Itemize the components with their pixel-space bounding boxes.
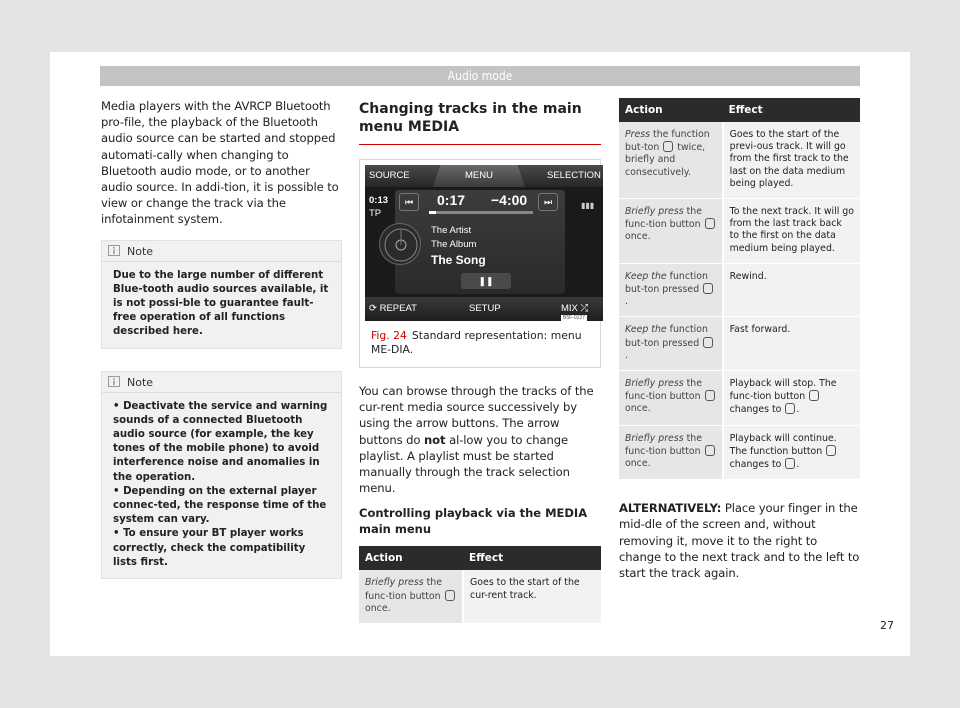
prev-button-icon: [703, 283, 713, 294]
note-header: [102, 241, 341, 262]
note-bullets: [102, 393, 341, 578]
pause-button-icon: [785, 458, 795, 469]
remaining-time: −4:00: [491, 192, 528, 208]
btn-repeat[interactable]: ⟳ REPEAT: [369, 303, 417, 314]
play-button-icon: [826, 445, 836, 456]
figure-24: [359, 159, 601, 368]
col-header-effect: Effect: [723, 98, 860, 122]
prev-button-icon: [663, 141, 673, 152]
note-bullet: • Depending on the external player connec-ted, the response time of the system can vary.: [113, 485, 327, 526]
note-label: Note: [127, 375, 154, 389]
intro-paragraph: Media players with the AVRCP Bluetooth pro-file, the playback of the Bluetooth audio source can be started and stopped automati-cally when changing to Bluetooth audio mode, or to another audio source. In addi-tion, it is possible to view or change the track via the infotainment system.: [101, 99, 339, 227]
table-row: Briefly press the func-tion button once. Playback will stop. The func-tion button changes to .: [619, 371, 860, 426]
pause-button-icon: [705, 390, 715, 401]
artist: The Artist: [431, 225, 472, 236]
page-number: 27: [880, 619, 894, 632]
subheading: Controlling playback via the MEDIA main menu: [359, 506, 588, 537]
note-text: Due to the large number of different Blue-tooth audio sources available, it is not possi-ble to guarantee fault-free operation of all functions described here.: [113, 269, 329, 338]
note-header: [102, 372, 341, 393]
media-screen: [365, 165, 603, 321]
next-track-button[interactable]: ⏭: [538, 193, 558, 211]
pause-button[interactable]: ❚❚: [461, 273, 511, 289]
tp-label: TP: [369, 208, 382, 219]
btn-setup[interactable]: SETUP: [469, 303, 501, 314]
image-code: B5F-0127: [563, 315, 585, 321]
next-button-icon: [703, 337, 713, 348]
note-box-2: [101, 371, 342, 579]
pause-button-icon: [809, 390, 819, 401]
elapsed-time: 0:17: [437, 192, 466, 208]
column-left: [101, 98, 342, 579]
time-small: 0:13: [369, 195, 389, 206]
table-row: Keep the function but-ton pressed . Rewind.: [619, 263, 860, 317]
alternatively-paragraph: ALTERNATIVELY: Place your finger in the mid-dle of the screen and, without removing it, move it to the right to change to the next track and to the left to start the track again.: [619, 501, 860, 581]
info-icon: [108, 373, 120, 384]
table-row: Briefly press the func-tion button once. To the next track. It will go from the last track back to the first on the data medium being played.: [619, 199, 860, 264]
note-bullet: • To ensure your BT player works correctly, check the compatibility lists first.: [113, 528, 306, 568]
action-table-2: [619, 98, 860, 480]
next-button-icon: [705, 218, 715, 229]
play-button-icon: [785, 403, 795, 414]
column-middle: [359, 98, 601, 624]
column-right: [619, 98, 860, 581]
col-header-action: Action: [619, 98, 723, 122]
table-row: Press the function but-ton twice, briefly and consecutively. Goes to the start of the previ-ous track. It will go from the first track to the last on the data medium being played.: [619, 122, 860, 199]
tab-source[interactable]: SOURCE: [369, 170, 410, 181]
tab-menu[interactable]: MENU: [465, 170, 493, 181]
song: The Song: [431, 253, 486, 267]
section-title: Changing tracks in the main menu MEDIA: [359, 100, 601, 145]
note-bullet: • Deactivate the service and warning sounds of a connected Bluetooth audio source (for example, the key tones of the mobile phone) to avoid interference noise and anomalies in the operation.: [113, 400, 328, 483]
btn-mix[interactable]: MIX ⤮: [561, 303, 589, 314]
paragraph-arrow-buttons: You can browse through the tracks of the cur-rent media source successively by using the arrow buttons. The arrow buttons do not al-low you to change playlist. A playlist must be started manually through the track selection menu.: [359, 384, 594, 496]
col-header-effect: Effect: [463, 546, 601, 570]
progress-bar[interactable]: [429, 211, 533, 214]
play-button-icon: [705, 445, 715, 456]
tab-selection[interactable]: SELECTION: [547, 170, 601, 181]
info-icon: [108, 242, 120, 253]
prev-button-icon: [445, 590, 455, 601]
col-header-action: Action: [359, 546, 463, 570]
figure-caption: Fig. 24 Standard representation: menu ME-DIA.: [371, 329, 582, 356]
table-row: Briefly press the func-tion button once. Playback will continue. The function button changes to .: [619, 425, 860, 480]
signal-icon: ▮▮▮: [581, 201, 595, 210]
running-header: Audio mode: [100, 66, 860, 86]
album-art: [379, 223, 421, 265]
table-row: Keep the function but-ton pressed . Fast forward.: [619, 317, 860, 371]
prev-track-button[interactable]: ⏮: [399, 193, 419, 211]
note-box-1: [101, 240, 342, 349]
table-row: Briefly press the func-tion button once. Goes to the start of the cur-rent track.: [359, 570, 601, 623]
album: The Album: [431, 239, 477, 250]
note-label: Note: [127, 244, 154, 258]
action-table-1: [359, 546, 601, 624]
